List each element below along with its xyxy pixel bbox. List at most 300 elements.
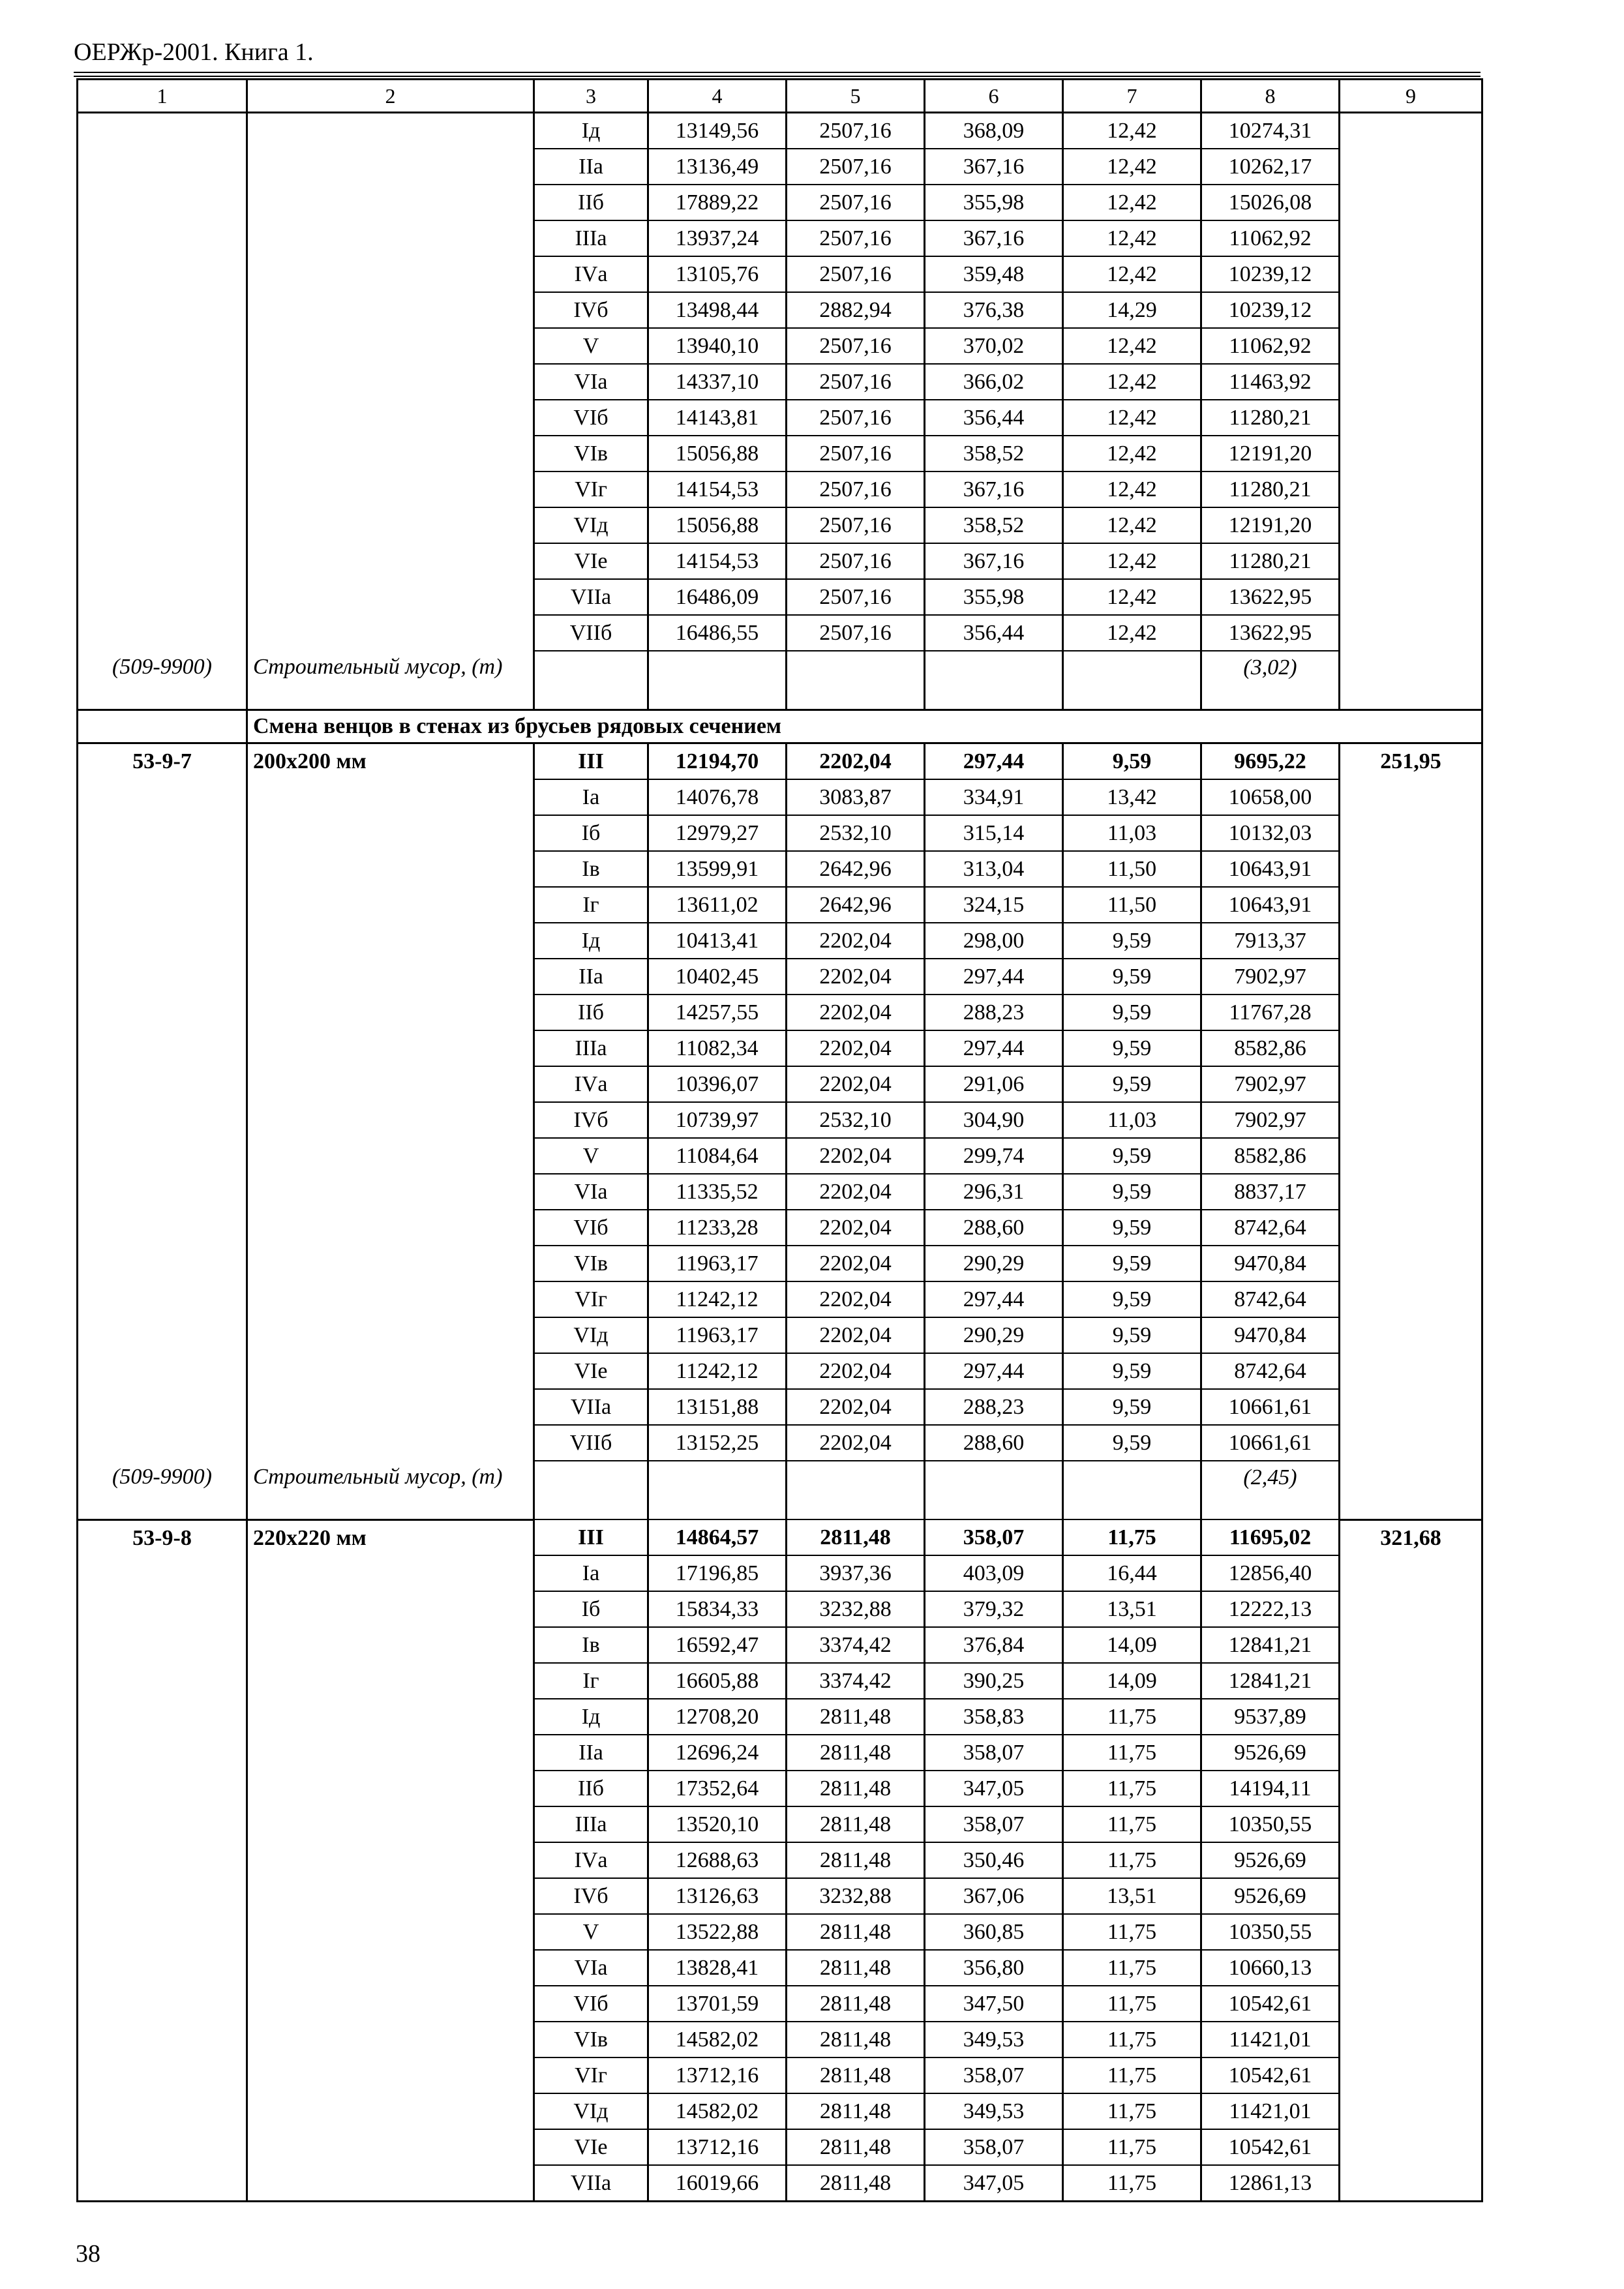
- value-col8: 11280,21: [1201, 543, 1340, 579]
- zone-cell: VIв: [534, 436, 648, 471]
- value-col6: 367,16: [925, 220, 1063, 256]
- empty-cell: [78, 1771, 247, 1806]
- value-col4: 13599,91: [648, 851, 787, 887]
- value-col7: 9,59: [1063, 1138, 1201, 1174]
- value-col8: 9470,84: [1201, 1246, 1340, 1281]
- value-col5: 3232,88: [787, 1591, 925, 1627]
- value-col4: 11963,17: [648, 1246, 787, 1281]
- value-col6: 290,29: [925, 1317, 1063, 1353]
- empty-cell: [1340, 292, 1482, 328]
- value-col4: 13498,44: [648, 292, 787, 328]
- value-col6: 358,07: [925, 2129, 1063, 2165]
- value-col4: 12194,70: [648, 743, 787, 780]
- value-col7: 14,29: [1063, 292, 1201, 328]
- value-col5: 2202,04: [787, 1317, 925, 1353]
- zone-cell: VIе: [534, 1353, 648, 1389]
- value-col7: 13,51: [1063, 1591, 1201, 1627]
- value-col4: 10402,45: [648, 959, 787, 995]
- value-col4: 12696,24: [648, 1735, 787, 1771]
- value-col6: 359,48: [925, 256, 1063, 292]
- value-col7: 9,59: [1063, 1317, 1201, 1353]
- value-col8: 7902,97: [1201, 959, 1340, 995]
- empty-cell: [78, 2022, 247, 2057]
- empty-cell: [78, 815, 247, 851]
- empty-cell: [1340, 400, 1482, 436]
- zone-cell: VIб: [534, 1986, 648, 2022]
- value-col8: 11421,01: [1201, 2022, 1340, 2057]
- value-col6: 349,53: [925, 2093, 1063, 2129]
- empty-cell: [1340, 220, 1482, 256]
- zone-cell: Iа: [534, 1555, 648, 1591]
- value-col5: 2202,04: [787, 1174, 925, 1210]
- value-col5: 2882,94: [787, 292, 925, 328]
- value-col6: 297,44: [925, 1281, 1063, 1317]
- value-col6: 367,06: [925, 1878, 1063, 1914]
- empty-cell: [78, 779, 247, 815]
- empty-cell: [247, 1627, 534, 1663]
- zone-cell: V: [534, 1914, 648, 1950]
- empty-cell: [1340, 2093, 1482, 2129]
- zone-cell: VIIб: [534, 615, 648, 651]
- value-col8: 9526,69: [1201, 1735, 1340, 1771]
- zone-cell: Iд: [534, 923, 648, 959]
- empty-cell: [78, 1138, 247, 1174]
- empty-cell: [247, 1986, 534, 2022]
- empty-cell: [247, 887, 534, 923]
- zone-cell: Iд: [534, 1699, 648, 1735]
- empty-cell: [247, 1663, 534, 1699]
- value-col4: 13151,88: [648, 1389, 787, 1425]
- empty-cell: [1340, 1066, 1482, 1102]
- empty-cell: [78, 710, 247, 743]
- value-col8: 12861,13: [1201, 2165, 1340, 2202]
- value-col5: 2202,04: [787, 743, 925, 780]
- empty-cell: [247, 1066, 534, 1102]
- empty-cell: [1340, 1986, 1482, 2022]
- value-col6: 297,44: [925, 743, 1063, 780]
- zone-cell: IVб: [534, 1102, 648, 1138]
- zone-cell: VIе: [534, 2129, 648, 2165]
- empty-cell: [78, 364, 247, 400]
- zone-cell: VIг: [534, 2057, 648, 2093]
- empty-cell: [78, 1102, 247, 1138]
- empty-cell: [78, 471, 247, 507]
- empty-cell: [78, 328, 247, 364]
- empty-cell: [787, 651, 925, 710]
- value-col7: 11,75: [1063, 2022, 1201, 2057]
- table-row: [78, 471, 1482, 507]
- value-col5: 2811,48: [787, 2057, 925, 2093]
- table-row: [78, 1281, 1482, 1317]
- value-col7: 9,59: [1063, 1246, 1201, 1281]
- value-col5: 2202,04: [787, 1353, 925, 1389]
- empty-cell: [1340, 995, 1482, 1030]
- empty-cell: [78, 1663, 247, 1699]
- value-col5: 2202,04: [787, 959, 925, 995]
- value-col8: 10643,91: [1201, 887, 1340, 923]
- value-col4: 17889,22: [648, 185, 787, 220]
- value-col4: 12708,20: [648, 1699, 787, 1735]
- empty-cell: [1340, 1914, 1482, 1950]
- value-col4: 14257,55: [648, 995, 787, 1030]
- value-col5: 2507,16: [787, 579, 925, 615]
- value-col7: 16,44: [1063, 1555, 1201, 1591]
- value-col4: 16019,66: [648, 2165, 787, 2202]
- zone-cell: VIб: [534, 1210, 648, 1246]
- value-col8: 12856,40: [1201, 1555, 1340, 1591]
- value-col5: 2811,48: [787, 1699, 925, 1735]
- value-col6: 347,50: [925, 1986, 1063, 2022]
- table-row: [78, 1806, 1482, 1842]
- empty-cell: [247, 1317, 534, 1353]
- column-number: 7: [1063, 80, 1201, 113]
- empty-cell: [1340, 887, 1482, 923]
- column-number: 4: [648, 80, 787, 113]
- value-col7: 14,09: [1063, 1663, 1201, 1699]
- empty-cell: [78, 1914, 247, 1950]
- value-col7: 12,42: [1063, 400, 1201, 436]
- value-col5: 2811,48: [787, 1735, 925, 1771]
- value-col6: 288,60: [925, 1425, 1063, 1461]
- value-col7: 9,59: [1063, 1281, 1201, 1317]
- empty-cell: [1340, 1246, 1482, 1281]
- zone-cell: Iв: [534, 851, 648, 887]
- empty-cell: [78, 887, 247, 923]
- table-row: [78, 1389, 1482, 1425]
- empty-cell: [247, 149, 534, 185]
- empty-cell: [247, 256, 534, 292]
- empty-cell: [78, 615, 247, 651]
- value-col7: 11,75: [1063, 1914, 1201, 1950]
- value-col6: 290,29: [925, 1246, 1063, 1281]
- value-col8: 10239,12: [1201, 256, 1340, 292]
- empty-cell: [1340, 113, 1482, 149]
- empty-cell: [247, 1389, 534, 1425]
- empty-cell: [78, 1627, 247, 1663]
- value-col6: 358,52: [925, 436, 1063, 471]
- value-col5: 2811,48: [787, 1519, 925, 1555]
- column-number: 8: [1201, 80, 1340, 113]
- zone-cell: IIIа: [534, 1030, 648, 1066]
- table-row: [78, 2093, 1482, 2129]
- value-col4: 13149,56: [648, 113, 787, 149]
- empty-cell: [1340, 651, 1482, 710]
- empty-cell: [1340, 1174, 1482, 1210]
- empty-cell: [247, 1735, 534, 1771]
- waste-code: (509-9900): [78, 651, 247, 710]
- zone-cell: V: [534, 328, 648, 364]
- empty-cell: [1340, 1842, 1482, 1878]
- empty-cell: [247, 436, 534, 471]
- empty-cell: [1340, 507, 1482, 543]
- value-col4: 13152,25: [648, 1425, 787, 1461]
- value-col4: 17196,85: [648, 1555, 787, 1591]
- zone-cell: IIб: [534, 995, 648, 1030]
- empty-cell: [78, 1317, 247, 1353]
- value-col7: 12,42: [1063, 471, 1201, 507]
- value-col5: 2202,04: [787, 1066, 925, 1102]
- empty-cell: [247, 1950, 534, 1986]
- table-row: [78, 507, 1482, 543]
- table-row: [78, 2022, 1482, 2057]
- empty-cell: [78, 543, 247, 579]
- empty-cell: [648, 1461, 787, 1519]
- value-col7: 9,59: [1063, 1353, 1201, 1389]
- table-row: [78, 1317, 1482, 1353]
- empty-cell: [78, 1950, 247, 1986]
- table-row: [78, 1699, 1482, 1735]
- value-col5: 3374,42: [787, 1663, 925, 1699]
- empty-cell: [1340, 615, 1482, 651]
- value-col7: 11,75: [1063, 2165, 1201, 2202]
- value-col5: 2507,16: [787, 436, 925, 471]
- table-row: [78, 615, 1482, 651]
- empty-cell: [78, 1878, 247, 1914]
- empty-cell: [1063, 1461, 1201, 1519]
- table-row: [78, 1950, 1482, 1986]
- table-row: [78, 995, 1482, 1030]
- empty-cell: [78, 1281, 247, 1317]
- zone-cell: VIIб: [534, 1425, 648, 1461]
- value-col5: 2202,04: [787, 995, 925, 1030]
- table-row: [78, 887, 1482, 923]
- zone-cell: VIа: [534, 1174, 648, 1210]
- value-col7: 11,03: [1063, 815, 1201, 851]
- empty-cell: [247, 1030, 534, 1066]
- empty-cell: [78, 2165, 247, 2202]
- empty-cell: [247, 1246, 534, 1281]
- empty-cell: [247, 1281, 534, 1317]
- table-row: [78, 1102, 1482, 1138]
- empty-cell: [247, 1174, 534, 1210]
- value-col4: 14154,53: [648, 471, 787, 507]
- zone-cell: III: [534, 743, 648, 780]
- table-row: [78, 149, 1482, 185]
- empty-cell: [247, 815, 534, 851]
- value-col4: 16486,55: [648, 615, 787, 651]
- value-col5: 2507,16: [787, 615, 925, 651]
- value-col6: 360,85: [925, 1914, 1063, 1950]
- table-row: [78, 579, 1482, 615]
- value-col8: 10658,00: [1201, 779, 1340, 815]
- empty-cell: [247, 995, 534, 1030]
- empty-cell: [78, 1174, 247, 1210]
- value-col4: 16592,47: [648, 1627, 787, 1663]
- value-col6: 297,44: [925, 959, 1063, 995]
- value-col6: 368,09: [925, 113, 1063, 149]
- empty-cell: [1340, 543, 1482, 579]
- empty-cell: [78, 1210, 247, 1246]
- value-col5: 2811,48: [787, 1950, 925, 1986]
- empty-cell: [247, 113, 534, 149]
- value-col5: 2811,48: [787, 2093, 925, 2129]
- column-number: 1: [78, 80, 247, 113]
- table-row: [78, 185, 1482, 220]
- empty-cell: [648, 651, 787, 710]
- column-number: 6: [925, 80, 1063, 113]
- rate-code: 53-9-8: [78, 1519, 247, 1555]
- empty-cell: [247, 507, 534, 543]
- empty-cell: [247, 923, 534, 959]
- value-col6: 324,15: [925, 887, 1063, 923]
- empty-cell: [78, 1246, 247, 1281]
- value-col4: 11233,28: [648, 1210, 787, 1246]
- value-col6: 349,53: [925, 2022, 1063, 2057]
- value-col4: 14143,81: [648, 400, 787, 436]
- empty-cell: [1340, 1461, 1482, 1519]
- empty-cell: [1340, 328, 1482, 364]
- value-col6: 390,25: [925, 1663, 1063, 1699]
- value-col4: 10739,97: [648, 1102, 787, 1138]
- value-col5: 3937,36: [787, 1555, 925, 1591]
- value-col7: 9,59: [1063, 1030, 1201, 1066]
- value-col8: 10643,91: [1201, 851, 1340, 887]
- value-col6: 358,07: [925, 1806, 1063, 1842]
- table-row: [78, 220, 1482, 256]
- value-col6: 376,38: [925, 292, 1063, 328]
- value-col7: 11,75: [1063, 1735, 1201, 1771]
- value-col6: 358,83: [925, 1699, 1063, 1735]
- value-col4: 12979,27: [648, 815, 787, 851]
- value-col5: 2811,48: [787, 1914, 925, 1950]
- empty-cell: [78, 1735, 247, 1771]
- empty-cell: [78, 149, 247, 185]
- section-title-row: [78, 710, 1482, 743]
- value-col7: 13,51: [1063, 1878, 1201, 1914]
- section-title: Смена венцов в стенах из брусьев рядовых сечением: [247, 710, 1482, 743]
- value-col6: 296,31: [925, 1174, 1063, 1210]
- value-col4: 13712,16: [648, 2057, 787, 2093]
- value-col8: 10350,55: [1201, 1806, 1340, 1842]
- value-col8: 9526,69: [1201, 1842, 1340, 1878]
- zone-cell: IIа: [534, 959, 648, 995]
- value-col7: 11,75: [1063, 1771, 1201, 1806]
- table-row: [78, 851, 1482, 887]
- table-row: [78, 1246, 1482, 1281]
- value-col7: 12,42: [1063, 328, 1201, 364]
- empty-cell: [78, 1986, 247, 2022]
- zone-cell: Iв: [534, 1627, 648, 1663]
- empty-cell: [78, 1389, 247, 1425]
- zone-cell: IVа: [534, 1842, 648, 1878]
- page-header: ОЕРЖр-2001. Книга 1.: [74, 38, 314, 66]
- table-row: [78, 1519, 1482, 1555]
- empty-cell: [78, 1030, 247, 1066]
- value-col8: 10262,17: [1201, 149, 1340, 185]
- zone-cell: VIг: [534, 471, 648, 507]
- empty-cell: [1340, 1030, 1482, 1066]
- value-col4: 11084,64: [648, 1138, 787, 1174]
- table-row: [78, 959, 1482, 995]
- value-col4: 13701,59: [648, 1986, 787, 2022]
- value-col6: 291,06: [925, 1066, 1063, 1102]
- value-col5: 2642,96: [787, 887, 925, 923]
- empty-cell: [78, 2093, 247, 2129]
- empty-cell: [1340, 185, 1482, 220]
- empty-cell: [247, 1914, 534, 1950]
- empty-cell: [1340, 1425, 1482, 1461]
- empty-cell: [1340, 1950, 1482, 1986]
- value-col8: 10542,61: [1201, 2057, 1340, 2093]
- value-col5: 2507,16: [787, 220, 925, 256]
- value-col6: 299,74: [925, 1138, 1063, 1174]
- value-col8: 10660,13: [1201, 1950, 1340, 1986]
- table-row: [78, 2057, 1482, 2093]
- empty-cell: [247, 364, 534, 400]
- value-col7: 9,59: [1063, 959, 1201, 995]
- value-col5: 2507,16: [787, 328, 925, 364]
- empty-cell: [1340, 364, 1482, 400]
- table-row: [78, 1735, 1482, 1771]
- table-row: [78, 1066, 1482, 1102]
- value-col9: 251,95: [1340, 743, 1482, 780]
- value-col4: 13136,49: [648, 149, 787, 185]
- value-col6: 313,04: [925, 851, 1063, 887]
- empty-cell: [1340, 436, 1482, 471]
- value-col4: 13611,02: [648, 887, 787, 923]
- value-col6: 367,16: [925, 149, 1063, 185]
- value-col6: 366,02: [925, 364, 1063, 400]
- empty-cell: [1340, 1591, 1482, 1627]
- empty-cell: [1340, 2022, 1482, 2057]
- empty-cell: [1340, 2165, 1482, 2202]
- empty-cell: [925, 1461, 1063, 1519]
- value-col8: 10661,61: [1201, 1389, 1340, 1425]
- value-col6: 355,98: [925, 185, 1063, 220]
- column-number: 3: [534, 80, 648, 113]
- zone-cell: VIд: [534, 1317, 648, 1353]
- value-col8: 9470,84: [1201, 1317, 1340, 1353]
- table-row: [78, 1986, 1482, 2022]
- value-col8: 12191,20: [1201, 507, 1340, 543]
- value-col4: 14864,57: [648, 1519, 787, 1555]
- waste-row: [78, 651, 1482, 710]
- value-col5: 3374,42: [787, 1627, 925, 1663]
- empty-cell: [78, 1806, 247, 1842]
- empty-cell: [78, 579, 247, 615]
- value-col5: 3083,87: [787, 779, 925, 815]
- empty-cell: [1340, 815, 1482, 851]
- empty-cell: [1340, 1627, 1482, 1663]
- value-col5: 2811,48: [787, 1842, 925, 1878]
- empty-cell: [78, 1842, 247, 1878]
- empty-cell: [1340, 779, 1482, 815]
- empty-cell: [247, 851, 534, 887]
- zone-cell: VIд: [534, 2093, 648, 2129]
- value-col6: 379,32: [925, 1591, 1063, 1627]
- value-col7: 11,75: [1063, 2129, 1201, 2165]
- value-col8: 8582,86: [1201, 1138, 1340, 1174]
- value-col7: 9,59: [1063, 1174, 1201, 1210]
- value-col7: 12,42: [1063, 113, 1201, 149]
- value-col7: 13,42: [1063, 779, 1201, 815]
- zone-cell: Iа: [534, 779, 648, 815]
- empty-cell: [1340, 1771, 1482, 1806]
- value-col7: 9,59: [1063, 1389, 1201, 1425]
- value-col6: 367,16: [925, 471, 1063, 507]
- table-row: [78, 1174, 1482, 1210]
- table-row: [78, 1627, 1482, 1663]
- empty-cell: [247, 1353, 534, 1389]
- empty-cell: [78, 220, 247, 256]
- empty-cell: [78, 292, 247, 328]
- waste-name: Строительный мусор, (т): [247, 651, 534, 710]
- value-col7: 12,42: [1063, 436, 1201, 471]
- zone-cell: VIIа: [534, 2165, 648, 2202]
- value-col5: 2202,04: [787, 1030, 925, 1066]
- empty-cell: [247, 1771, 534, 1806]
- value-col8: 11421,01: [1201, 2093, 1340, 2129]
